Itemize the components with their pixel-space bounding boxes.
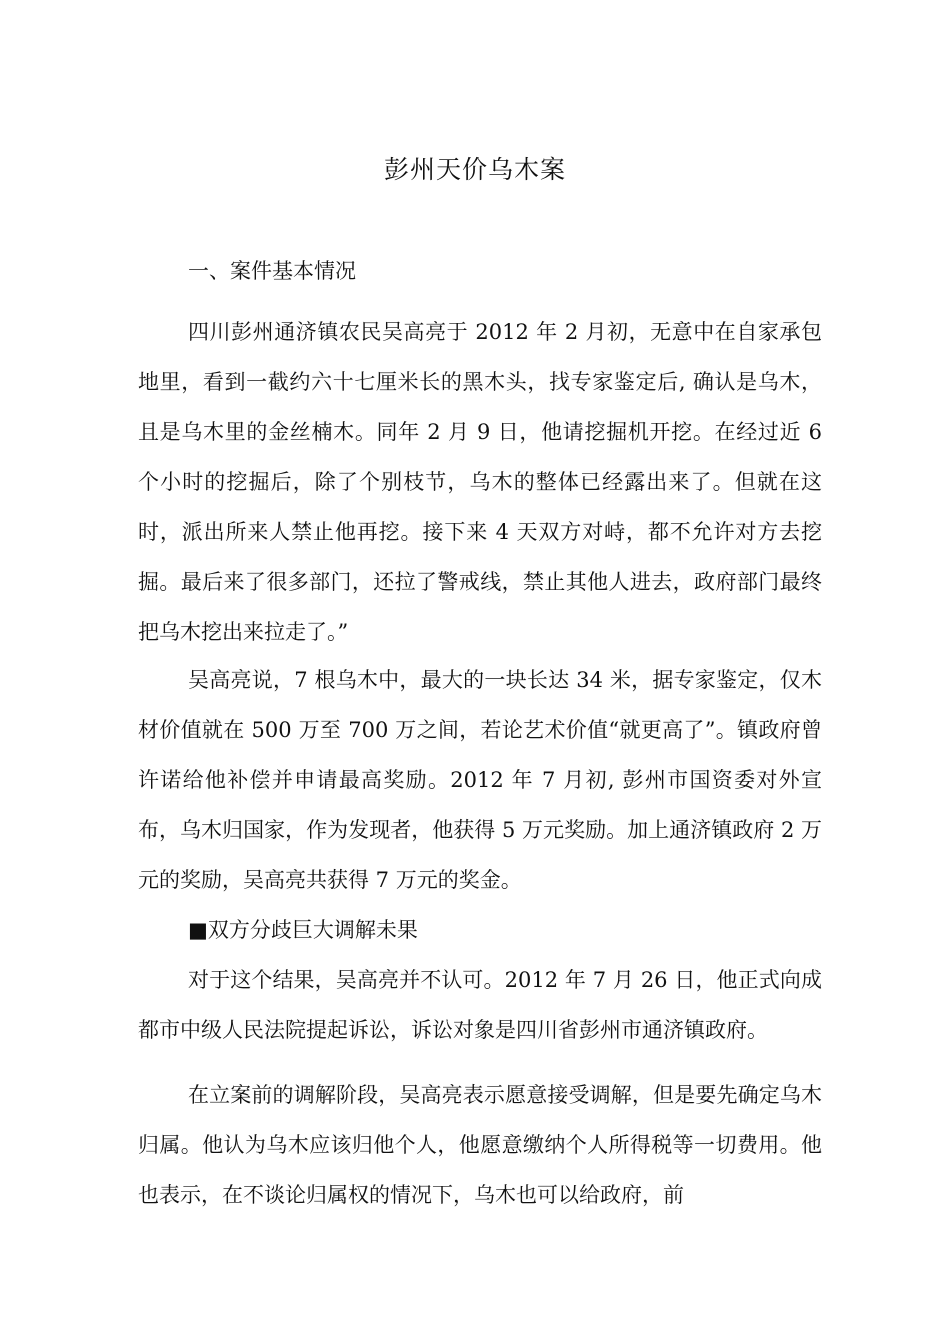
- body-paragraph-1-container: [138, 307, 822, 657]
- body-paragraph-2: 吴高亮说，7 根乌木中，最大的一块长达 34 米，据专家鉴定，仅木材价值就在 500 万至 700 万之间，若论艺术价值“就更高了”。镇政府曾许诺给他补偿并申请最高奖励。2012 年 7 月初, 彭州市国资委对外宣布，乌木归国家，作为发现者，他获得 5 万元奖励。加上通济镇政府 2 万元的奖励，吴高亮共获得 7 万元的奖金。: [138, 668, 822, 892]
- document-title: 彭州天价乌木案: [383, 155, 566, 184]
- body-paragraph-3-container: [138, 955, 822, 1055]
- section-heading: 一、案件基本情况: [188, 259, 356, 283]
- body-paragraph-2-container: [138, 655, 822, 905]
- body-paragraph-3: 对于这个结果，吴高亮并不认可。2012 年 7 月 26 日，他正式向成都市中级人民法院提起诉讼，诉讼对象是四川省彭州市通济镇政府。: [138, 968, 822, 1042]
- sub-heading: ■双方分歧巨大调解未果: [188, 918, 418, 942]
- body-paragraph-4-container: [138, 1070, 822, 1220]
- body-paragraph-1: 四川彭州通济镇农民吴高亮于 2012 年 2 月初，无意中在自家承包地里，看到一截约六十七厘米长的黑木头，找专家鉴定后, 确认是乌木，且是乌木里的金丝楠木。同年 2 月 9 日，他请挖掘机开挖。在经过近 6 个小时的挖掘后，除了个别枝节，乌木的整体已经露出来了。但就在这时，派出所来人禁止他再挖。接下来 4 天双方对峙，都不允许对方去挖掘。最后来了很多部门，还拉了警戒线，禁止其他人进去，政府部门最终把乌木挖出来拉走了。”: [138, 320, 822, 644]
- body-paragraph-4: 在立案前的调解阶段，吴高亮表示愿意接受调解，但是要先确定乌木归属。他认为乌木应该归他个人，他愿意缴纳个人所得税等一切费用。他也表示，在不谈论归属权的情况下，乌木也可以给政府，前: [138, 1083, 822, 1207]
